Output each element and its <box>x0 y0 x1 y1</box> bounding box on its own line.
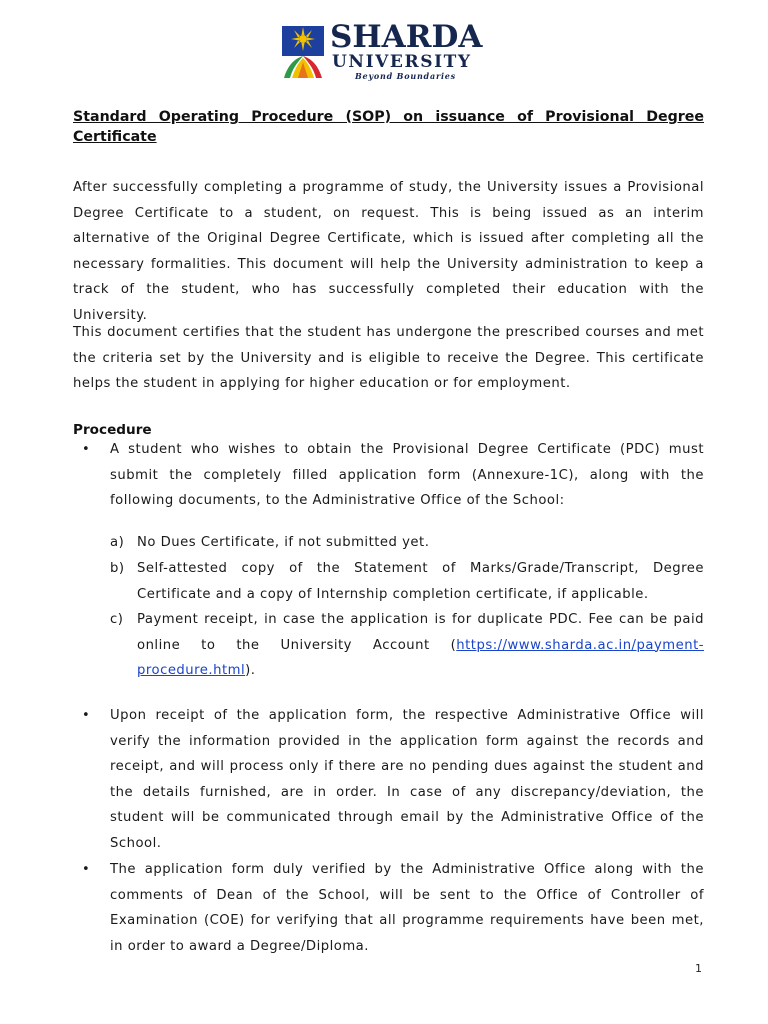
sub-item-payment-receipt <box>137 607 704 684</box>
bullet-icon: • <box>82 862 90 877</box>
payment-text-end: ). <box>245 663 256 678</box>
purpose-paragraph: This document certifies that the student has undergone the prescribed courses and met the criteria set by the University and is eligible to receive the Degree. This certificate helps the student in applying for higher education or for employment. <box>73 325 704 391</box>
procedure-heading: Procedure <box>73 422 152 438</box>
procedure-step-3: The application form duly verified by the Administrative Office along with the comments of Dean of the School, will be sent to the Office of Controller of Examination (COE) for verifying that all programme requirements have been met, in order to award a Degree/Diploma. <box>110 862 704 954</box>
document-title: Standard Operating Procedure (SOP) on issuance of Provisional Degree Certificate <box>73 109 704 145</box>
logo-tagline: Beyond Boundaries <box>355 71 456 81</box>
intro-paragraph: After successfully completing a programme of study, the University issues a Provisional Degree Certificate to a student, on request. This is being issued as an interim alternative of the Original Degree Certificate, which is issued after completing all the necessary formalities. This document will help the University administration to keep a track of the student, who has successfully completed their education with the University. <box>73 180 704 323</box>
procedure-step-2: Upon receipt of the application form, the respective Administrative Office will verify the information provided in the application form against the records and receipt, and will process only if there are no pending dues against the student and the details furnished, are in order. In case of any discrepancy/deviation, the student will be communicated through email by the Administrative Office of the School. <box>110 708 704 851</box>
bullet-icon: • <box>82 442 90 457</box>
payment-text: Payment receipt, in case the application is for duplicate PDC. Fee can be paid online to the University Account ( <box>137 612 704 653</box>
logo-subtitle: UNIVERSITY <box>332 52 472 72</box>
sub-item-attested-copies: Self-attested copy of the Statement of Marks/Grade/Transcript, Degree Certificate and a copy of Internship completion certificate, if applicable. <box>137 561 704 602</box>
procedure-step-1: A student who wishes to obtain the Provisional Degree Certificate (PDC) must submit the completely filled application form (Annexure-1C), along with the following documents, to the Administrative Office of the School: <box>110 442 704 508</box>
sub-item-marker: c) <box>110 612 124 627</box>
sub-item-no-dues: No Dues Certificate, if not submitted yet. <box>137 535 430 550</box>
bullet-icon: • <box>82 708 90 723</box>
sharda-emblem-icon <box>282 26 324 78</box>
payment-procedure-link[interactable]: https://www.sharda.ac.in/payment-procedure.html <box>137 637 704 678</box>
sub-item-marker: b) <box>110 561 125 576</box>
logo-wordmark: SHARDA <box>330 19 483 55</box>
sub-item-marker: a) <box>110 535 125 550</box>
university-logo <box>282 19 483 81</box>
page-number: 1 <box>695 962 702 975</box>
